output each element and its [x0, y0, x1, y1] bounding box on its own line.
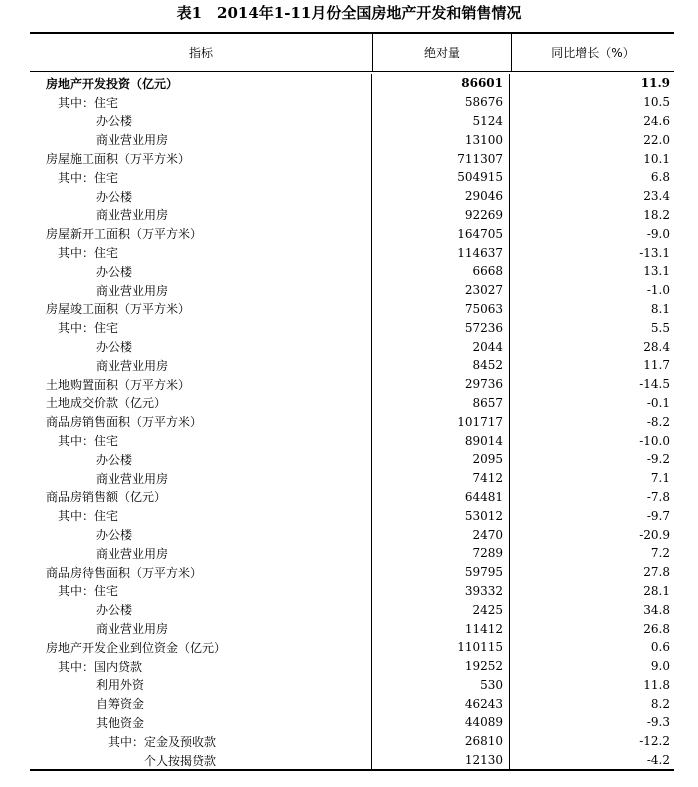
table-row [30, 676, 674, 695]
table-row [30, 262, 674, 281]
absolute-value: 19252 [372, 657, 510, 676]
absolute-value: 110115 [372, 638, 510, 657]
growth-value: 13.1 [643, 264, 670, 279]
indicator-label: 商业营业用房 [30, 619, 372, 638]
table-row [30, 187, 674, 206]
table-row [30, 713, 674, 732]
table-row [30, 74, 674, 93]
absolute-value: 2425 [372, 600, 510, 619]
indicator-label: 房地产开发企业到位资金（亿元） [30, 638, 372, 657]
table-row [30, 412, 674, 431]
table-row [30, 281, 674, 300]
table-row [30, 751, 674, 770]
growth-value: -12.2 [639, 734, 670, 749]
absolute-value: 46243 [372, 694, 510, 713]
absolute-value: 26810 [372, 732, 510, 751]
indicator-label: 办公楼 [30, 600, 372, 619]
growth-value: 0.6 [650, 640, 670, 655]
growth-value: 7.2 [650, 546, 670, 561]
absolute-value: 53012 [372, 506, 510, 525]
growth-value: 23.4 [643, 189, 670, 204]
table-row [30, 206, 674, 225]
table-row [30, 582, 674, 601]
table-row [30, 337, 674, 356]
indicator-label: 办公楼 [30, 337, 372, 356]
growth-value: -9.3 [646, 715, 670, 730]
header-growth: 同比增长（%） [551, 46, 635, 60]
absolute-value: 23027 [372, 281, 510, 300]
indicator-label: 房屋施工面积（万平方米） [30, 149, 372, 168]
growth-value: 10.1 [643, 151, 670, 166]
absolute-value: 44089 [372, 713, 510, 732]
absolute-value: 8452 [372, 356, 510, 375]
indicator-label: 房地产开发投资（亿元） [30, 74, 372, 93]
absolute-value: 89014 [372, 431, 510, 450]
absolute-value: 75063 [372, 300, 510, 319]
indicator-label: 其中：住宅 [30, 506, 372, 525]
table-row [30, 469, 674, 488]
table-row [30, 732, 674, 751]
table-row [30, 93, 674, 112]
table-row [30, 394, 674, 413]
table-row [30, 149, 674, 168]
indicator-label: 其中：住宅 [30, 168, 372, 187]
absolute-value: 86601 [372, 74, 510, 93]
absolute-value: 711307 [372, 149, 510, 168]
table-row [30, 657, 674, 676]
indicator-label: 商业营业用房 [30, 469, 372, 488]
growth-value: -9.7 [646, 508, 670, 523]
indicator-label: 土地购置面积（万平方米） [30, 375, 372, 394]
table-row [30, 450, 674, 469]
indicator-label: 其中：住宅 [30, 318, 372, 337]
table-row [30, 600, 674, 619]
absolute-value: 8657 [372, 394, 510, 413]
indicator-label: 商业营业用房 [30, 130, 372, 149]
growth-value: 9.0 [650, 659, 670, 674]
indicator-label: 商品房销售面积（万平方米） [30, 412, 372, 431]
growth-value: 8.1 [650, 301, 670, 316]
absolute-value: 5124 [372, 112, 510, 131]
growth-value: -0.1 [646, 395, 670, 410]
growth-value: -10.0 [639, 433, 670, 448]
growth-value: 27.8 [643, 565, 670, 580]
growth-value: 34.8 [643, 602, 670, 617]
absolute-value: 504915 [372, 168, 510, 187]
growth-value: 11.9 [640, 76, 670, 91]
growth-value: 5.5 [650, 320, 670, 335]
absolute-value: 11412 [372, 619, 510, 638]
indicator-label: 商业营业用房 [30, 356, 372, 375]
indicator-label: 自筹资金 [30, 694, 372, 713]
absolute-value: 29046 [372, 187, 510, 206]
absolute-value: 12130 [372, 751, 510, 770]
header-absolute: 绝对量 [373, 34, 512, 71]
growth-value: 11.7 [643, 358, 670, 373]
table-body [30, 72, 674, 769]
growth-value: -13.1 [639, 245, 670, 260]
absolute-value: 2095 [372, 450, 510, 469]
growth-value: 10.5 [643, 95, 670, 110]
table-row [30, 544, 674, 563]
indicator-label: 办公楼 [30, 525, 372, 544]
indicator-label: 土地成交价款（亿元） [30, 394, 372, 413]
table-row [30, 488, 674, 507]
indicator-label: 其中：住宅 [30, 431, 372, 450]
table-row [30, 224, 674, 243]
table-row [30, 375, 674, 394]
absolute-value: 6668 [372, 262, 510, 281]
absolute-value: 13100 [372, 130, 510, 149]
header-indicator: 指标 [30, 34, 373, 71]
growth-value: -14.5 [639, 377, 670, 392]
absolute-value: 29736 [372, 375, 510, 394]
absolute-value: 2044 [372, 337, 510, 356]
growth-value: -8.2 [646, 414, 670, 429]
table-row [30, 168, 674, 187]
indicator-label: 商品房待售面积（万平方米） [30, 563, 372, 582]
table-title: 表1 2014年1-11月份全国房地产开发和销售情况 [176, 4, 522, 22]
indicator-label: 其中：住宅 [30, 93, 372, 112]
absolute-value: 58676 [372, 93, 510, 112]
indicator-label: 商业营业用房 [30, 206, 372, 225]
growth-value: 28.1 [643, 583, 670, 598]
indicator-label: 办公楼 [30, 187, 372, 206]
indicator-label: 其中：住宅 [30, 243, 372, 262]
growth-value: 7.1 [650, 471, 670, 486]
table-row [30, 112, 674, 131]
table-row [30, 130, 674, 149]
indicator-label: 利用外资 [30, 676, 372, 695]
growth-value: 26.8 [643, 621, 670, 636]
table-row [30, 506, 674, 525]
indicator-label: 办公楼 [30, 112, 372, 131]
absolute-value: 7412 [372, 469, 510, 488]
indicator-label: 其中：国内贷款 [30, 657, 372, 676]
growth-value: 11.8 [643, 677, 670, 692]
table-row [30, 563, 674, 582]
table-row [30, 356, 674, 375]
table-row [30, 243, 674, 262]
table-row [30, 638, 674, 657]
absolute-value: 57236 [372, 318, 510, 337]
growth-value: -7.8 [646, 489, 670, 504]
absolute-value: 114637 [372, 243, 510, 262]
growth-value: -4.2 [646, 753, 670, 768]
growth-value: 6.8 [650, 170, 670, 185]
table-row [30, 300, 674, 319]
absolute-value: 164705 [372, 224, 510, 243]
absolute-value: 64481 [372, 488, 510, 507]
growth-value: 24.6 [643, 113, 670, 128]
table-header [30, 34, 674, 72]
absolute-value: 7289 [372, 544, 510, 563]
indicator-label: 办公楼 [30, 450, 372, 469]
growth-value: 18.2 [643, 207, 670, 222]
indicator-label: 其中：定金及预收款 [30, 732, 372, 751]
table-row [30, 525, 674, 544]
absolute-value: 92269 [372, 206, 510, 225]
absolute-value: 2470 [372, 525, 510, 544]
growth-value: -9.0 [646, 226, 670, 241]
indicator-label: 其他资金 [30, 713, 372, 732]
data-table [30, 32, 674, 771]
absolute-value: 101717 [372, 412, 510, 431]
growth-value: -1.0 [646, 283, 670, 298]
indicator-label: 房屋新开工面积（万平方米） [30, 224, 372, 243]
absolute-value: 530 [372, 676, 510, 695]
growth-value: 22.0 [643, 132, 670, 147]
growth-value: -20.9 [639, 527, 670, 542]
indicator-label: 商业营业用房 [30, 544, 372, 563]
growth-value: -9.2 [646, 452, 670, 467]
indicator-label: 商业营业用房 [30, 281, 372, 300]
indicator-label: 商品房销售额（亿元） [30, 488, 372, 507]
table-row [30, 431, 674, 450]
indicator-label: 办公楼 [30, 262, 372, 281]
absolute-value: 39332 [372, 582, 510, 601]
growth-value: 28.4 [643, 339, 670, 354]
absolute-value: 59795 [372, 563, 510, 582]
indicator-label: 其中：住宅 [30, 582, 372, 601]
table-row [30, 694, 674, 713]
indicator-label: 房屋竣工面积（万平方米） [30, 300, 372, 319]
table-row [30, 318, 674, 337]
growth-value: 8.2 [650, 696, 670, 711]
indicator-label: 个人按揭贷款 [30, 751, 372, 770]
table-row [30, 619, 674, 638]
